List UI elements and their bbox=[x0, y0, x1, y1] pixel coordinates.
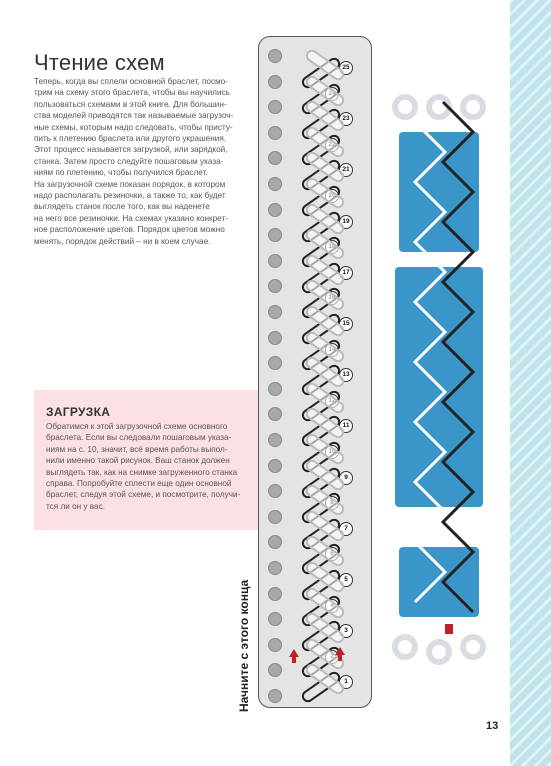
loading-line: браслета. Если вы следовали пошаговым указа- bbox=[46, 433, 232, 443]
loom-peg bbox=[268, 587, 282, 601]
loom-peg bbox=[268, 612, 282, 626]
loom-diagram bbox=[258, 36, 372, 708]
start-arrow-icon bbox=[335, 647, 345, 655]
intro-line: трим на схему этого браслета, чтобы вы научились bbox=[34, 88, 230, 98]
intro-line: выглядеть станок после того, как вы наденете bbox=[34, 202, 210, 212]
loom-peg bbox=[268, 279, 282, 293]
loom-peg bbox=[268, 49, 282, 63]
loom-peg bbox=[268, 126, 282, 140]
loom-peg bbox=[268, 407, 282, 421]
start-arrow-icon bbox=[289, 649, 299, 657]
intro-text bbox=[34, 76, 254, 247]
numbered-peg: 21 bbox=[339, 163, 353, 177]
intro-line: ниям по плетению, чтобы получился браслет. bbox=[34, 168, 208, 178]
loom-peg bbox=[268, 151, 282, 165]
numbered-peg: 17 bbox=[339, 266, 353, 280]
numbered-peg: 23 bbox=[339, 112, 353, 126]
decorative-side-strip bbox=[510, 0, 551, 766]
loom-peg bbox=[268, 663, 282, 677]
loading-line: нили именно такой рисунок. Ваш станок должен bbox=[46, 456, 230, 466]
loading-line: ниям на с. 10, значит, всё время работы выпол- bbox=[46, 444, 228, 454]
loom-peg bbox=[268, 382, 282, 396]
intro-line: ства моделей приводятся так называемые загрузоч- bbox=[34, 111, 234, 121]
numbered-peg: 15 bbox=[339, 317, 353, 331]
loom-peg bbox=[268, 535, 282, 549]
intro-line: ные схемы, которым надо следовать, чтобы присту- bbox=[34, 122, 233, 132]
numbered-peg: 25 bbox=[339, 61, 353, 75]
loom-peg bbox=[268, 228, 282, 242]
intro-line: Этот процесс называется загрузкой, или зарядкой, bbox=[34, 145, 228, 155]
loaded-loom-photo bbox=[385, 92, 493, 670]
loom-peg bbox=[268, 254, 282, 268]
intro-line: ное расположение цветов. Порядок цветов можно bbox=[34, 225, 225, 235]
intro-line: На загрузочной схеме показан порядок, в котором bbox=[34, 179, 226, 189]
page-title: Чтение схем bbox=[34, 50, 165, 75]
loading-text bbox=[46, 421, 256, 512]
loom-peg bbox=[268, 75, 282, 89]
loom-peg bbox=[268, 331, 282, 345]
page-number: 13 bbox=[486, 720, 499, 732]
intro-line: менять, порядок действий – ни в коем случае. bbox=[34, 236, 211, 246]
numbered-peg: 7 bbox=[339, 522, 353, 536]
loom-peg bbox=[268, 638, 282, 652]
loom-peg bbox=[268, 203, 282, 217]
numbered-peg: 11 bbox=[339, 419, 353, 433]
loom-peg bbox=[268, 459, 282, 473]
loom-peg bbox=[268, 356, 282, 370]
loom-peg bbox=[268, 510, 282, 524]
loading-line: Обратимся к этой загрузочной схеме основного bbox=[46, 422, 228, 431]
intro-line: надо располагать резиночки, а также то, как будет bbox=[34, 191, 226, 201]
numbered-peg: 13 bbox=[339, 368, 353, 382]
intro-line: на него все резиночки. На схемах указано конкрет- bbox=[34, 213, 228, 223]
intro-line: пользоваться схемами в этой книге. Для большин- bbox=[34, 99, 227, 109]
loading-line: выглядеть так, как на снимке загруженного станка bbox=[46, 467, 238, 477]
loading-line: справа. Попробуйте сплести еще один основной bbox=[46, 479, 232, 489]
loom-peg bbox=[268, 305, 282, 319]
numbered-peg: 1 bbox=[339, 675, 353, 689]
loom-peg bbox=[268, 100, 282, 114]
numbered-peg: 5 bbox=[339, 573, 353, 587]
loom-peg bbox=[268, 177, 282, 191]
loading-line: тся ли он у вас. bbox=[46, 501, 105, 511]
numbered-peg: 9 bbox=[339, 471, 353, 485]
loom-peg bbox=[268, 689, 282, 703]
loom-peg bbox=[268, 484, 282, 498]
intro-line: Теперь, когда вы сплели основной браслет, посмо- bbox=[34, 77, 228, 86]
intro-line: пить к плетению браслета или другого украшения. bbox=[34, 134, 227, 144]
intro-line: станка. Затем просто следуйте пошаговым указа- bbox=[34, 156, 224, 166]
loom-peg bbox=[268, 561, 282, 575]
start-here-label: Начните с этого конца bbox=[237, 579, 251, 712]
loading-line: браслет, следуя этой схеме, и посмотрите, получи- bbox=[46, 490, 241, 500]
loom-peg bbox=[268, 433, 282, 447]
numbered-peg: 19 bbox=[339, 215, 353, 229]
loading-heading: ЗАГРУЗКА bbox=[46, 405, 111, 419]
numbered-peg: 3 bbox=[339, 624, 353, 638]
